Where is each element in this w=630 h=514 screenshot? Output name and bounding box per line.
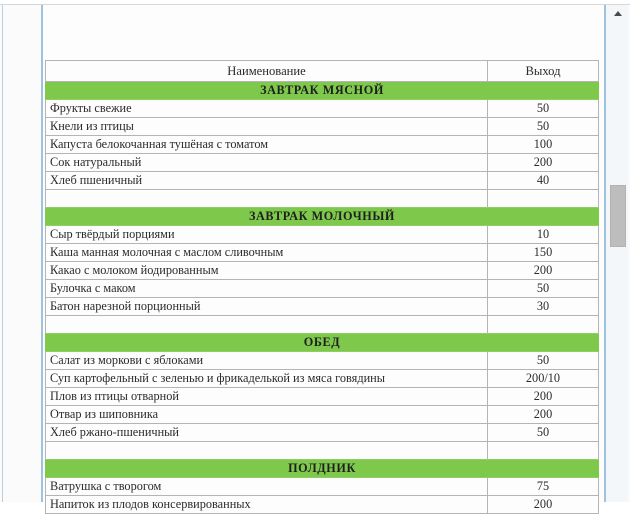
dish-name: Сыр твёрдый порциями <box>46 226 488 244</box>
dish-name: Плов из птицы отварной <box>46 388 488 406</box>
dish-output: 75 <box>488 478 599 496</box>
table-row <box>46 244 599 262</box>
dish-output: 50 <box>488 100 599 118</box>
spacer-cell <box>46 442 488 460</box>
table-row <box>46 118 599 136</box>
dish-output: 200 <box>488 262 599 280</box>
table-row <box>46 262 599 280</box>
dish-output: 200 <box>488 496 599 514</box>
spacer-cell <box>46 190 488 208</box>
dish-name: Батон нарезной порционный <box>46 298 488 316</box>
menu-table <box>45 60 599 514</box>
dish-output: 200 <box>488 406 599 424</box>
table-row <box>46 100 599 118</box>
table-header-row <box>46 61 599 82</box>
spacer-cell <box>488 190 599 208</box>
column-header-name: Наименование <box>46 61 488 82</box>
spacer-cell <box>46 316 488 334</box>
dish-name: Каша манная молочная с маслом сливочным <box>46 244 488 262</box>
dish-output: 50 <box>488 352 599 370</box>
dish-output: 40 <box>488 172 599 190</box>
dish-name: Хлеб пшеничный <box>46 172 488 190</box>
section-title: ЗАВТРАК МОЛОЧНЫЙ <box>46 208 599 226</box>
dish-name: Булочка с маком <box>46 280 488 298</box>
dish-output: 200 <box>488 388 599 406</box>
table-row <box>46 478 599 496</box>
table-row <box>46 154 599 172</box>
section-spacer-row <box>46 190 599 208</box>
dish-output: 50 <box>488 118 599 136</box>
section-spacer-row <box>46 442 599 460</box>
table-row <box>46 172 599 190</box>
table-row <box>46 352 599 370</box>
table-row <box>46 226 599 244</box>
dish-output: 30 <box>488 298 599 316</box>
column-header-output: Выход <box>488 61 599 82</box>
dish-name: Сок натуральный <box>46 154 488 172</box>
scroll-up-button[interactable] <box>607 6 629 22</box>
section-header-row <box>46 460 599 478</box>
dish-output: 50 <box>488 424 599 442</box>
section-header-row <box>46 334 599 352</box>
dish-name: Капуста белокочанная тушёная с томатом <box>46 136 488 154</box>
section-title: ОБЕД <box>46 334 599 352</box>
dish-name: Ватрушка с творогом <box>46 478 488 496</box>
dish-name: Напиток из плодов консервированных <box>46 496 488 514</box>
table-row <box>46 136 599 154</box>
dish-output: 200 <box>488 154 599 172</box>
section-header-row <box>46 208 599 226</box>
menu-table-body <box>46 61 599 514</box>
dish-output: 100 <box>488 136 599 154</box>
dish-output: 150 <box>488 244 599 262</box>
dish-name: Суп картофельный с зеленью и фрикаделькой из мяса говядины <box>46 370 488 388</box>
vertical-scrollbar-track[interactable] <box>606 5 630 502</box>
dish-output: 200/10 <box>488 370 599 388</box>
table-row <box>46 280 599 298</box>
table-row <box>46 406 599 424</box>
dish-name: Фрукты свежие <box>46 100 488 118</box>
section-spacer-row <box>46 316 599 334</box>
vertical-scroll-thumb[interactable] <box>610 185 626 247</box>
table-row <box>46 388 599 406</box>
dish-name: Хлеб ржано-пшеничный <box>46 424 488 442</box>
page-left-gutter <box>0 5 41 502</box>
spacer-cell <box>488 442 599 460</box>
table-row <box>46 370 599 388</box>
dish-output: 10 <box>488 226 599 244</box>
table-row <box>46 496 599 514</box>
dish-name: Салат из моркови с яблоками <box>46 352 488 370</box>
page-left-gutter-line <box>2 5 3 502</box>
section-header-row <box>46 82 599 100</box>
section-title: ЗАВТРАК МЯСНОЙ <box>46 82 599 100</box>
table-row <box>46 424 599 442</box>
triangle-up-icon <box>614 11 622 16</box>
spacer-cell <box>488 316 599 334</box>
section-title: ПОЛДНИК <box>46 460 599 478</box>
table-row <box>46 298 599 316</box>
dish-name: Отвар из шиповника <box>46 406 488 424</box>
dish-name: Какао с молоком йодированным <box>46 262 488 280</box>
dish-output: 50 <box>488 280 599 298</box>
dish-name: Кнели из птицы <box>46 118 488 136</box>
